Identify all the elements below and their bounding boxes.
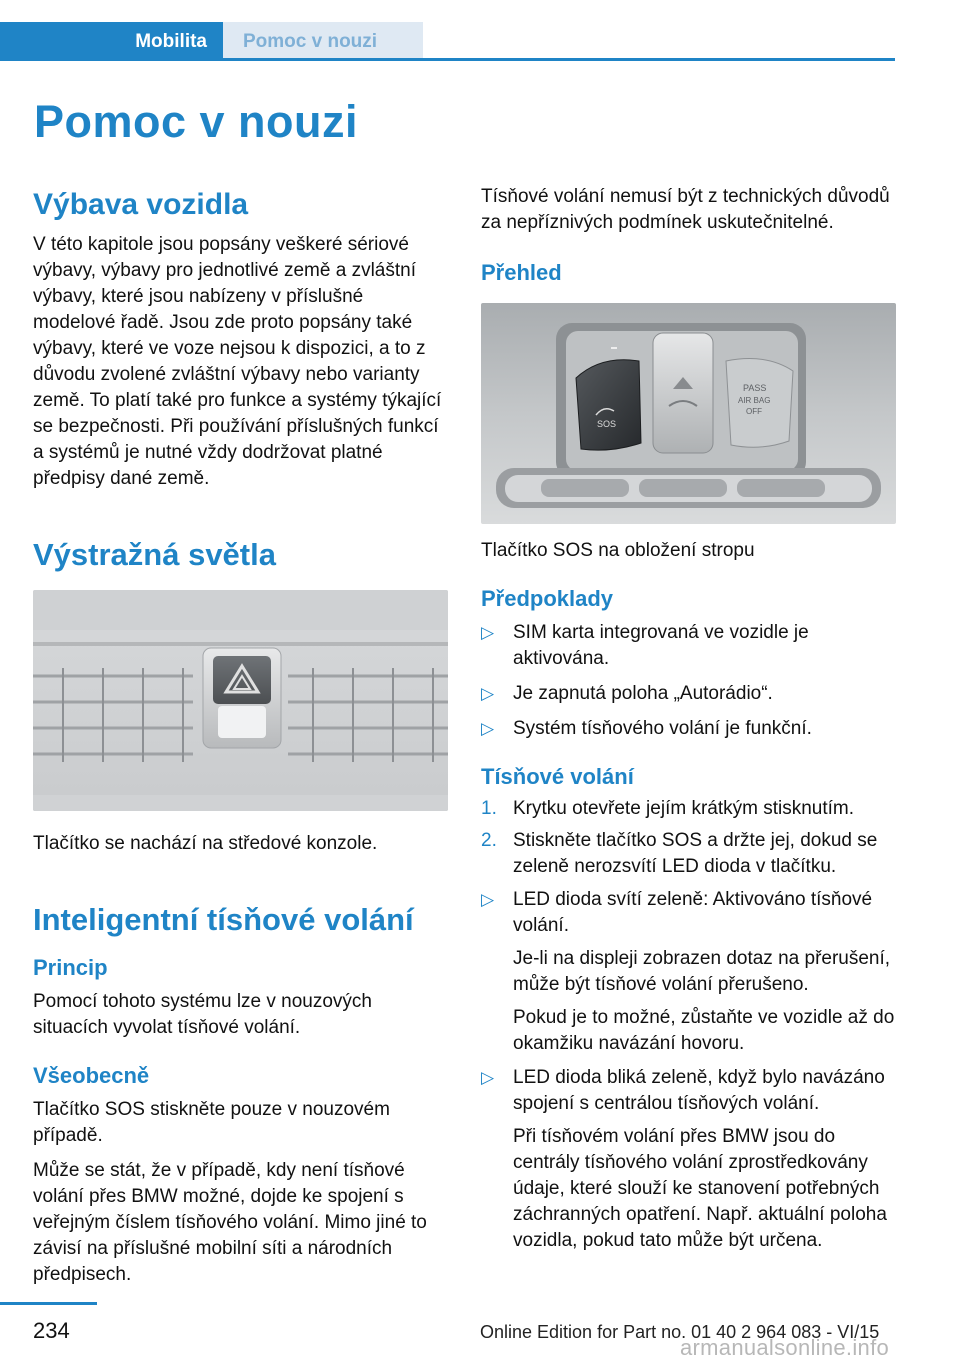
page-number: 234: [33, 1318, 70, 1343]
princip-text: Pomocí tohoto systému lze v nouzových situacích vyvolat tísňové volání.: [33, 991, 372, 1038]
heading-predpoklady: Předpoklady: [481, 586, 614, 611]
heading-inteligentni-tisnove-volani: Inteligentní tísňové volání: [33, 902, 414, 937]
vseobecne-text-1: Tlačítko SOS stiskněte pouze v nouzovém případě.: [33, 1099, 390, 1146]
sos-label: SOS: [597, 419, 617, 429]
led-status-item: ▷ LED dioda bliká zeleně, když bylo navázáno spojení s centrálou tísňových volání.: [481, 1067, 885, 1114]
predpoklad-item: ▷ Je zapnutá poloha „Autorádio“.: [481, 681, 896, 707]
heading-vystrazna-svetla: Výstražná světla: [33, 537, 276, 572]
sos-overhead-illustration: [481, 303, 896, 524]
left-column: [33, 186, 448, 1288]
triangle-bullet-icon: ▷: [481, 684, 495, 703]
tab-mobilita[interactable]: Mobilita: [0, 22, 223, 61]
triangle-bullet-icon: ▷: [481, 1068, 495, 1087]
hazard-caption: Tlačítko se nachází na středové konzole.: [33, 833, 378, 854]
step-item: 1. Krytku otevřete jejím krátkým stisknutím.: [481, 798, 855, 819]
hazard-button-image: [33, 590, 448, 811]
intro-text: Tísňové volání nemusí být z technických důvodů za nepříznivých podmínek uskutečnitelné.: [481, 186, 890, 233]
heading-vybava-vozidla: Výbava vozidla: [33, 188, 249, 221]
led-status-item: ▷ LED dioda svítí zeleně: Aktivováno tísňové volání.: [481, 889, 873, 936]
right-column: [481, 184, 896, 1254]
triangle-bullet-icon: ▷: [481, 719, 495, 738]
airbag-label: AIR BAG: [738, 396, 771, 405]
led1-note-1: Je-li na displeji zobrazen dotaz na přerušení, může být tísňové volání přerušeno.: [513, 948, 891, 995]
sos-caption: Tlačítko SOS na obložení stropu: [481, 540, 755, 561]
vybava-text: V této kapitole jsou popsány veškeré sériové výbavy, výbavy pro jednotlivé země a zvláštní výbavy, které jsou nabízeny v příslušné modelové řadě. Jsou zde proto popsány také výbavy, které ve voze nejsou k dispozici, a to z důvodu zvolené zvláštní výbavy nebo varianty země. To platí také pro funkce a systémy týkající se bezpečnosti. Při používání příslušných funkcí a systémů je nutné vždy dodržovat platné předpisy dané země.: [33, 234, 442, 489]
heading-prehled: Přehled: [481, 260, 562, 285]
triangle-bullet-icon: ▷: [481, 890, 495, 909]
header-rule: [0, 58, 895, 61]
watermark: armanualsonline.info: [680, 1335, 890, 1360]
tab-pomoc-v-nouzi[interactable]: Pomoc v nouzi: [223, 22, 423, 61]
sos-button-image: [481, 303, 896, 524]
vseobecne-text-2: Může se stát, že v případě, kdy není tísňové volání přes BMW možné, dojde ke spojení s veřejným číslem tísňového volání. Mimo jiné to závisí na příslušné mobilní síti a národních předpisech.: [33, 1160, 427, 1285]
predpoklady-list: [481, 620, 896, 742]
pass-label: PASS: [743, 383, 767, 393]
predpoklad-item: ▷ SIM karta integrovaná ve vozidle je aktivována.: [481, 622, 809, 669]
step-item: 2. Stiskněte tlačítko SOS a držte jej, dokud se zeleně nerozsvítí LED dioda v tlačítku.: [481, 830, 878, 877]
predpoklad-item: ▷ Systém tísňového volání je funkční.: [481, 716, 896, 742]
heading-princip: Princip: [33, 955, 108, 980]
led1-note-2: Pokud je to možné, zůstaňte ve vozidle až do okamžiku navázání hovoru.: [513, 1007, 895, 1054]
heading-vseobecne: Všeobecně: [33, 1063, 150, 1088]
led2-note-1: Při tísňovém volání přes BMW jsou do centrály tísňového volání zprostředkovány údaje, které slouží ke stanovení potřebných záchranných opatření. Např. aktuální poloha vozidla, pokud tato může být určena.: [513, 1126, 887, 1251]
heading-tisnove-volani: Tísňové volání: [481, 764, 634, 789]
edition-text: Online Edition for Part no. 01 40 2 964 083 - VI/15: [480, 1322, 880, 1342]
led-status-list-2: [481, 1065, 896, 1117]
off-label: OFF: [746, 407, 762, 416]
footer-rule: [0, 1302, 97, 1305]
hazard-console-illustration: [33, 590, 448, 811]
steps-list: [481, 796, 896, 880]
led-status-list: [481, 887, 896, 939]
triangle-bullet-icon: ▷: [481, 623, 495, 642]
header-tabs: [0, 22, 895, 61]
page-title: Pomoc v nouzi: [34, 96, 359, 147]
